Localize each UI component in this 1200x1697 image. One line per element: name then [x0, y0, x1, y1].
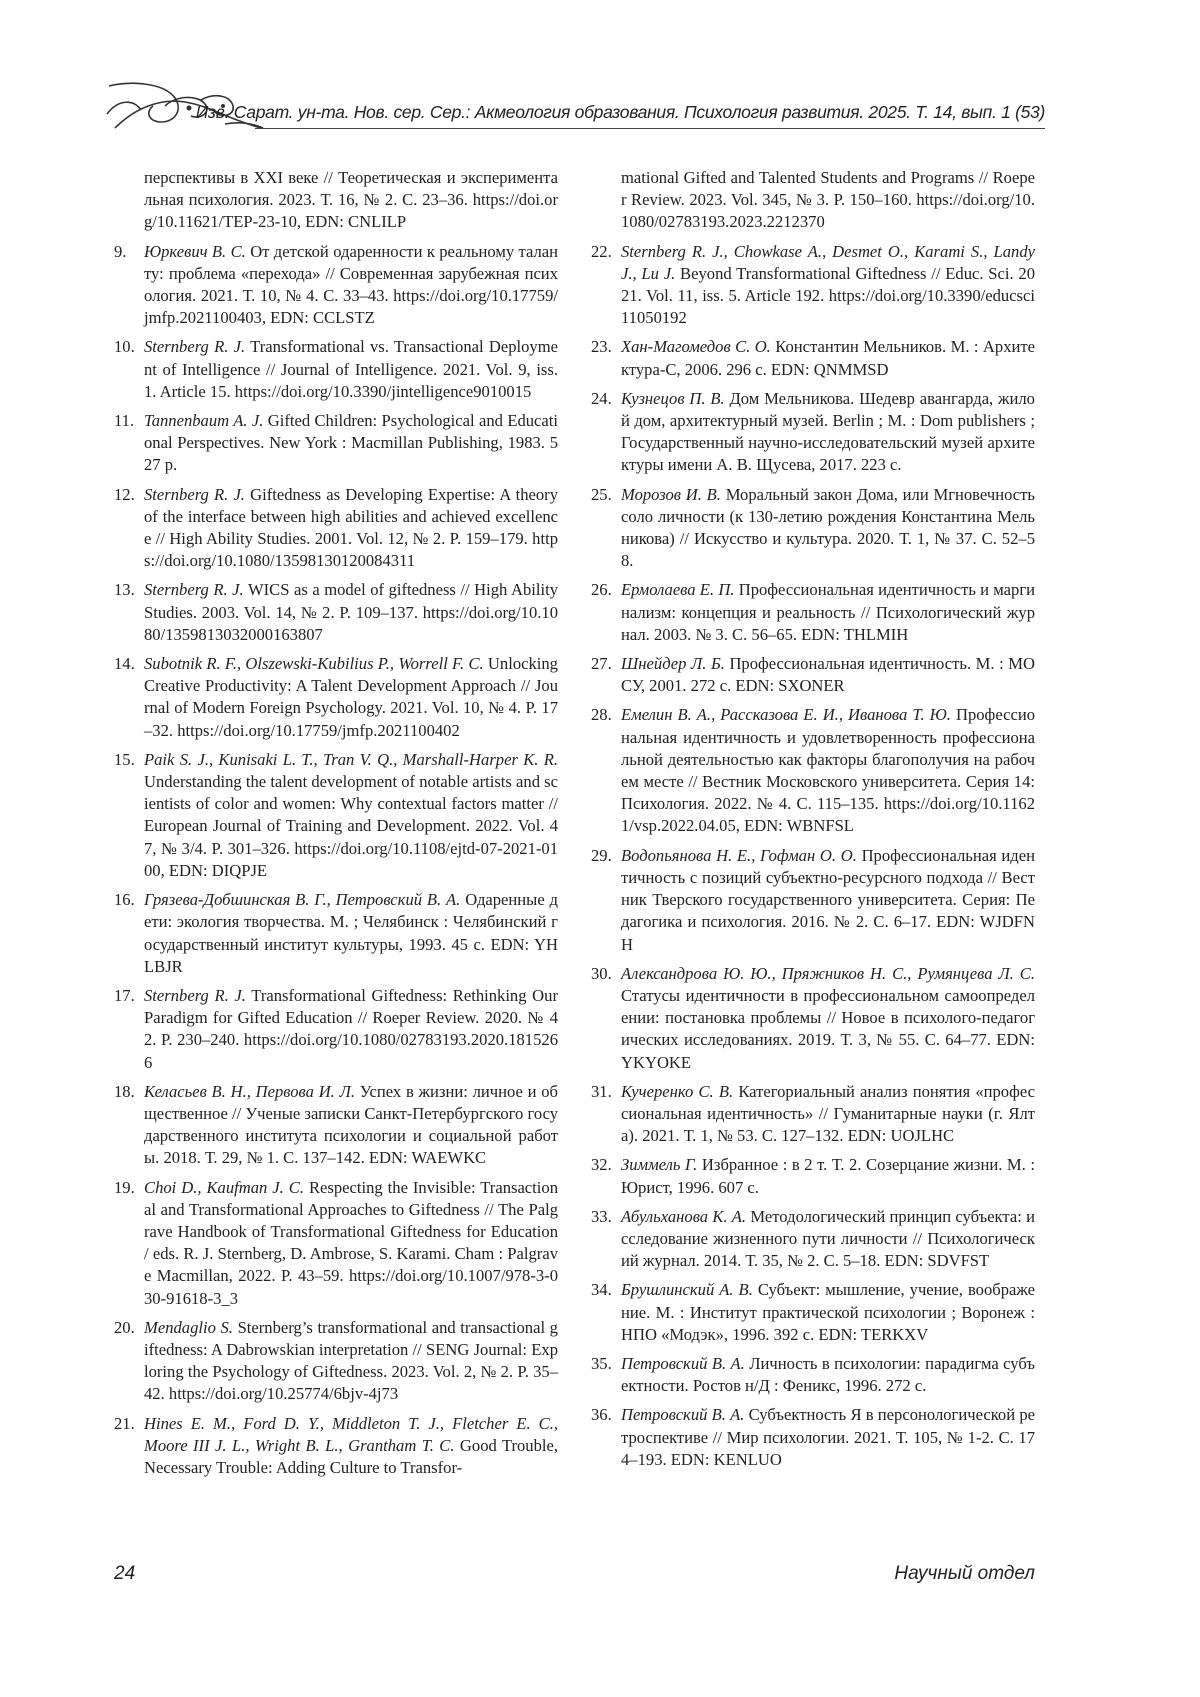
reference-text: Личность в психологии: парадигма субъектности. Ростов н/Д : Феникс, 1996. 272 с. [621, 1354, 1035, 1395]
reference-number: 11. [114, 410, 134, 432]
reference-authors: Sternberg R. J., Chowkase A., Desmet O., Karami S., Landy J., Lu J. [621, 242, 1035, 283]
reference-text: Дом Мельникова. Шедевр авангарда, жилой дом, архитектурный музей. Berlin ; M. : Dom publishers ; Государственный научно-исследовательский музей архитектуры имени А. В. Щусева, 2017. 223 с. [621, 389, 1035, 475]
reference-number: 23. [591, 336, 612, 358]
reference-text: Моральный закон Дома, или Мгновечность соло личности (к 130-летию рождения Константина Мельникова) // Искусство и культура. 2020. Т. 1, № 37. С. 52–58. [621, 485, 1035, 571]
reference-text: Профессиональная идентичность и маргинализм: концепция и реальность // Психологический журнал. 2003. № 3. С. 56–65. EDN: THLMIH [621, 580, 1035, 643]
reference-number: 31. [591, 1081, 612, 1103]
reference-text: Субъект: мышление, учение, воображение. М. : Институт практической психологии ; Воронеж : НПО «Модэк», 1996. 392 с. EDN: TERKXV [621, 1280, 1035, 1343]
reference-authors: Хан-Магомедов С. О. [621, 337, 771, 356]
header-rule [255, 128, 1045, 129]
reference-number: 17. [114, 985, 135, 1007]
reference-text: Understanding the talent development of notable artists and scientists of color and women: Why contextual factors matter // European Journal of Training and Development. 2022. Vol. 47, № 3/4. P. 301–326. https://doi.org/10.1108/ejtd-07-2021-0100, EDN: DIQPJE [144, 772, 558, 880]
page-number: 24 [114, 1563, 135, 1585]
reference-number: 20. [114, 1317, 135, 1339]
reference-text: Beyond Transformational Giftedness // Educ. Sci. 2021. Vol. 11, iss. 5. Article 192. https://doi.org/10.3390/educsci11050192 [621, 264, 1035, 327]
reference-item [591, 653, 1035, 697]
reference-authors: Hines E. M., Ford D. Y., Middleton T. J., Fletcher E. C., Moore III J. L., Wright B. L., Grantham T. C. [144, 1414, 558, 1455]
reference-item [114, 1413, 558, 1480]
reference-number: 10. [114, 336, 135, 358]
reference-text: перспективы в XXI веке // Теоретическая и экспериментальная психология. 2023. Т. 16, № 2. С. 23–36. https://doi.org/10.11621/TEP-23-10, EDN: CNLILP [144, 168, 558, 231]
reference-authors: Емелин В. А., Рассказова Е. И., Иванова Т. Ю. [621, 705, 951, 724]
reference-item [114, 241, 558, 330]
reference-item [591, 579, 1035, 646]
reference-text: Субъектность Я в персонологической ретроспективе // Мир психологии. 2021. Т. 105, № 1-2. С. 174–193. EDN: KENLUO [621, 1405, 1035, 1468]
reference-text: Успех в жизни: личное и общественное // Ученые записки Санкт-Петербургского государственного института психологии и социальной работы. 2018. Т. 29, № 1. С. 137–142. EDN: WAEWKC [144, 1082, 558, 1168]
reference-text: Избранное : в 2 т. Т. 2. Созерцание жизни. М. : Юрист, 1996. 607 с. [621, 1155, 1035, 1196]
reference-number: 36. [591, 1404, 612, 1426]
reference-item [591, 1279, 1035, 1346]
reference-number: 35. [591, 1353, 612, 1375]
reference-number: 9. [114, 241, 126, 263]
reference-number: 12. [114, 484, 135, 506]
reference-item [591, 1081, 1035, 1148]
reference-text: Gifted Children: Psychological and Educational Perspectives. New York : Macmillan Publishing, 1983. 527 p. [144, 411, 558, 474]
reference-text: Профессиональная идентичность с позиций субъектно-ресурсного подхода // Вестник Тверского государственного университета. Серия: Педагогика и психология. 2016. № 2. С. 6–17. EDN: WJDFNH [621, 846, 1035, 954]
reference-item [114, 579, 558, 646]
running-header [105, 78, 1045, 138]
reference-number: 27. [591, 653, 612, 675]
reference-item [114, 167, 558, 234]
reference-number: 21. [114, 1413, 135, 1435]
reference-text: Категориальный анализ понятия «профессиональная идентичность» // Гуманитарные науки (г. Ялта). 2021. Т. 1, № 53. С. 127–132. EDN: UOJLHC [621, 1082, 1035, 1145]
reference-number: 29. [591, 845, 612, 867]
reference-item [114, 1177, 558, 1310]
reference-item [114, 410, 558, 477]
section-title: Научный отдел [894, 1563, 1035, 1585]
reference-item [591, 845, 1035, 956]
reference-number: 22. [591, 241, 612, 263]
reference-authors: Келасьев В. Н., Первова И. Л. [144, 1082, 355, 1101]
reference-authors: Кузнецов П. В. [621, 389, 725, 408]
reference-item [114, 1317, 558, 1406]
reference-authors: Кучеренко С. В. [621, 1082, 733, 1101]
reference-authors: Абульханова К. А. [621, 1207, 746, 1226]
reference-text: Константин Мельников. М. : Архитектура-С, 2006. 296 с. EDN: QNMMSD [621, 337, 1035, 378]
reference-item [591, 963, 1035, 1074]
reference-item [114, 653, 558, 742]
reference-authors: Водопьянова Н. Е., Гофман О. О. [621, 846, 857, 865]
reference-authors: Петровский В. А. [621, 1354, 745, 1373]
reference-authors: Subotnik R. F., Olszewski-Kubilius P., Worrell F. C. [144, 654, 484, 673]
reference-text: WICS as a model of giftedness // High Ability Studies. 2003. Vol. 14, № 2. P. 109–137. https://doi.org/10.1080/1359813032000163807 [144, 580, 558, 643]
reference-number: 15. [114, 749, 135, 771]
references-right-column [591, 167, 1035, 1478]
reference-number: 28. [591, 704, 612, 726]
reference-authors: Sternberg R. J. [144, 337, 245, 356]
reference-item [591, 1353, 1035, 1397]
reference-authors: Зиммель Г. [621, 1155, 697, 1174]
reference-number: 14. [114, 653, 135, 675]
reference-text: Профессиональная идентичность и удовлетворенность профессиональной деятельностью как факторы благополучия на рабочем месте // Вестник Московского университета. Серия 14: Психология. 2022. № 4. С. 115–135. https://doi.org/10.11621/vsp.2022.04.05, EDN: WBNFSL [621, 705, 1035, 835]
reference-number: 25. [591, 484, 612, 506]
reference-item [114, 749, 558, 882]
reference-text: Unlocking Creative Productivity: A Talent Development Approach // Journal of Modern Foreign Psychology. 2021. Vol. 10, № 4. P. 17–32. https://doi.org/10.17759/jmfp.2021100402 [144, 654, 558, 740]
reference-text: Одаренные дети: экология творчества. М. ; Челябинск : Челябинский государственный институт культуры, 1993. 45 с. EDN: YHLBJR [144, 890, 558, 976]
reference-item [114, 1081, 558, 1170]
reference-authors: Tannenbaum A. J. [144, 411, 263, 430]
reference-authors: Петровский В. А. [621, 1405, 744, 1424]
reference-number: 13. [114, 579, 135, 601]
reference-authors: Брушлинский А. В. [621, 1280, 753, 1299]
reference-number: 30. [591, 963, 612, 985]
reference-text: Respecting the Invisible: Transactional and Transformational Approaches to Giftedness // The Palgrave Handbook of Transformational Giftedness for Education / eds. R. J. Sternberg, D. Ambrose, S. Karami. Cham : Palgrave Macmillan, 2022. P. 43–59. https://doi.org/10.1007/978-3-030-91618-3_3 [144, 1178, 558, 1308]
reference-item [591, 241, 1035, 330]
reference-text: От детской одаренности к реальному таланту: проблема «перехода» // Современная зарубежная психология. 2021. Т. 10, № 4. С. 33–43. https://doi.org/10.17759/jmfp.2021100403, EDN: CCLSTZ [144, 242, 558, 328]
reference-text: mational Gifted and Talented Students and Programs // Roeper Review. 2023. Vol. 345, № 3. P. 150–160. https://doi.org/10.1080/02783193.2023.2212370 [621, 168, 1035, 231]
reference-item [591, 484, 1035, 573]
reference-item [114, 889, 558, 978]
reference-authors: Paik S. J., Kunisaki L. T., Tran V. Q., Marshall-Harper K. R. [144, 750, 558, 769]
reference-item [591, 336, 1035, 380]
reference-number: 32. [591, 1154, 612, 1176]
reference-authors: Mendaglio S. [144, 1318, 233, 1337]
reference-number: 19. [114, 1177, 135, 1199]
reference-text: Sternberg’s transformational and transactional giftedness: A Dabrowskian interpretation // SENG Journal: Exploring the Psychology of Giftedness. 2023. Vol. 2, № 2. P. 35–42. https://doi.org/10.25774/6bjv-4j73 [144, 1318, 558, 1404]
reference-item [591, 167, 1035, 234]
reference-text: Профессиональная идентичность. М. : МОСУ, 2001. 272 с. EDN: SXONER [621, 654, 1035, 695]
reference-authors: Александрова Ю. Ю., Пряжников Н. С., Румянцева Л. С. [621, 964, 1035, 983]
reference-text: Статусы идентичности в профессиональном самоопределении: постановка проблемы // Новое в психолого-педагогических исследованиях. 2019. Т. 3, № 55. С. 64–77. EDN: YKYOKE [621, 986, 1035, 1072]
reference-number: 24. [591, 388, 612, 410]
reference-item [591, 1154, 1035, 1198]
reference-item [591, 704, 1035, 837]
reference-item [591, 1404, 1035, 1471]
reference-item [114, 336, 558, 403]
reference-text: Методологический принцип субъекта: исследование жизненного пути личности // Психологический журнал. 2014. Т. 35, № 2. С. 5–18. EDN: SDVFST [621, 1207, 1035, 1270]
reference-authors: Грязева-Добшинская В. Г., Петровский В. А. [144, 890, 460, 909]
reference-number: 16. [114, 889, 135, 911]
reference-number: 26. [591, 579, 612, 601]
reference-authors: Sternberg R. J. [144, 986, 246, 1005]
reference-text: Transformational Giftedness: Rethinking Our Paradigm for Gifted Education // Roeper Review. 2020. № 42. P. 230–240. https://doi.org/10.1080/02783193.2020.1815266 [144, 986, 558, 1072]
reference-authors: Choi D., Kaufman J. C. [144, 1178, 304, 1197]
reference-number: 34. [591, 1279, 612, 1301]
reference-text: Transformational vs. Transactional Deployment of Intelligence // Journal of Intelligence. 2021. Vol. 9, iss. 1. Article 15. https://doi.org/10.3390/jintelligence9010015 [144, 337, 558, 400]
reference-number: 33. [591, 1206, 612, 1228]
reference-authors: Sternberg R. J. [144, 485, 245, 504]
reference-item [114, 985, 558, 1074]
references-left-column [114, 167, 558, 1486]
reference-item [591, 388, 1035, 477]
reference-item [591, 1206, 1035, 1273]
reference-authors: Ермолаева Е. П. [621, 580, 734, 599]
reference-item [114, 484, 558, 573]
reference-authors: Морозов И. В. [621, 485, 721, 504]
reference-authors: Юркевич В. С. [144, 242, 246, 261]
reference-authors: Sternberg R. J. [144, 580, 244, 599]
journal-citation: Изв. Сарат. ун-та. Нов. сер. Сер.: Акмеология образования. Психология развития. 2025. Т. 14, вып. 1 (53) [196, 102, 1045, 123]
reference-text: Good Trouble, Necessary Trouble: Adding Culture to Transfor- [144, 1436, 558, 1477]
reference-authors: Шнейдер Л. Б. [621, 654, 725, 673]
reference-number: 18. [114, 1081, 135, 1103]
reference-text: Giftedness as Developing Expertise: A theory of the interface between high abilities and achieved excellence // High Ability Studies. 2001. Vol. 12, № 2. P. 159–179. https://doi.org/10.1080/13598130120084311 [144, 485, 558, 571]
